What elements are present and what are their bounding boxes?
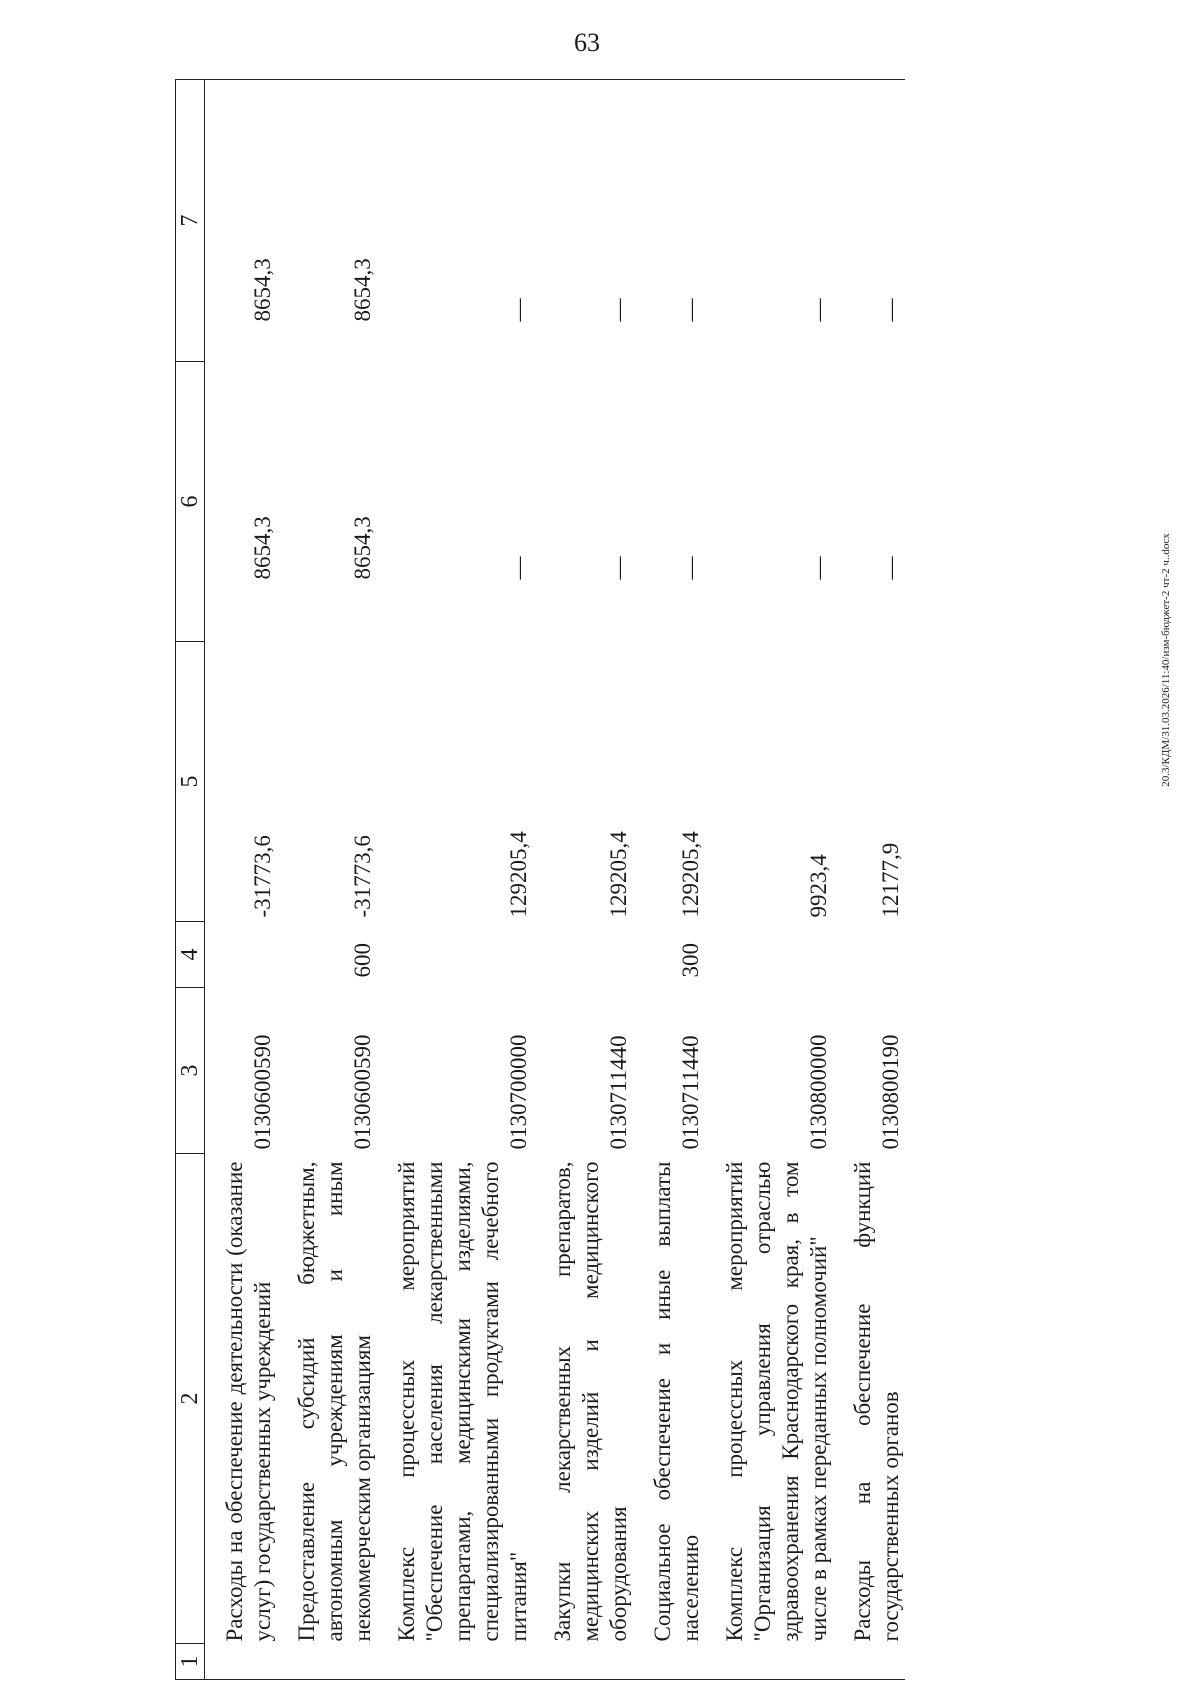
column-header: 6: [176, 362, 205, 642]
table-row: [205, 80, 278, 1680]
column-header: 3: [176, 988, 205, 1154]
row-amount-3: 8654,3: [277, 80, 377, 362]
row-number: [205, 1644, 278, 1680]
row-description: Комплекс процессных мероприятий "Организация управления отраслью здравоохранения Краснодарского края, в том числе в рамках переданных полномочий": [722, 1161, 831, 1642]
table-row: [633, 80, 705, 1680]
row-number: [377, 1644, 533, 1680]
row-amount: -31773,6: [250, 835, 275, 918]
row-description: Социальное обеспечение и иные выплаты населению: [650, 1161, 703, 1642]
row-number: [633, 1644, 705, 1680]
row-amount-2: —: [806, 556, 831, 580]
row-description: Комплекс процессных мероприятий "Обеспечение населения лекарственными препаратами, медицинскими изделиями, специализированными продуктами лечебного питания": [394, 1161, 531, 1642]
table-row: [377, 80, 533, 1680]
row-type: [705, 922, 833, 988]
budget-table: [175, 80, 1025, 1680]
row-amount-2: 8654,3: [250, 516, 275, 580]
row-amount: 129205,4: [506, 831, 531, 918]
row-type: [833, 922, 905, 988]
row-amount-3: —: [377, 80, 533, 362]
row-amount-3: —: [705, 80, 833, 362]
row-type: 600: [350, 943, 375, 978]
row-description: Закупки лекарственных препаратов, медицинских изделий и медицинского оборудования: [550, 1161, 631, 1642]
row-code: 0130711440: [678, 1035, 703, 1150]
page-number: 63: [574, 28, 600, 57]
row-number: [277, 1644, 377, 1680]
row-amount-2: —: [678, 556, 703, 580]
document-footer-path: 20.3/КДМ/31.03.2026/11:40/изм-бюджет-2 чт-2 ч..docx: [1160, 533, 1172, 787]
row-amount: -31773,6: [350, 835, 375, 918]
row-code: 0130600590: [350, 1034, 375, 1150]
row-code: 0130700000: [506, 1034, 531, 1150]
row-amount-2: —: [606, 556, 631, 580]
row-code: 0130600590: [250, 1034, 275, 1150]
row-type: 300: [678, 943, 703, 978]
row-amount: 12177,9: [878, 842, 903, 918]
row-type: [377, 922, 533, 988]
row-amount-3: —: [633, 80, 705, 362]
column-header: 1: [176, 1644, 205, 1680]
row-amount-3: —: [533, 80, 633, 362]
column-header: 5: [176, 642, 205, 922]
column-header: 7: [176, 80, 205, 362]
table-row: [705, 80, 833, 1680]
row-code: 0130800190: [878, 1034, 903, 1150]
header-row: [176, 80, 205, 1680]
row-type: [205, 922, 278, 988]
row-amount-3: 8654,3: [205, 80, 278, 362]
budget-table-grid: [175, 79, 905, 1680]
column-header: 2: [176, 1154, 205, 1644]
row-amount-2: 8654,3: [350, 516, 375, 580]
column-header: 4: [176, 922, 205, 988]
table-row: [533, 80, 633, 1680]
row-amount: 129205,4: [678, 831, 703, 918]
row-amount-2: —: [506, 556, 531, 580]
row-description: Предоставление субсидий бюджетным, автономным учреждениям и иным некоммерческим организациям: [294, 1161, 375, 1642]
table-row: [277, 80, 377, 1680]
row-amount-3: —: [833, 80, 905, 362]
row-number: [705, 1644, 833, 1680]
row-number: [833, 1644, 905, 1680]
row-type: [533, 922, 633, 988]
row-description: Расходы на обеспечение функций государственных органов: [850, 1161, 903, 1642]
row-code: 0130800000: [806, 1034, 831, 1150]
row-code: 0130711440: [606, 1035, 631, 1150]
row-amount: 9923,4: [806, 854, 831, 918]
row-number: [533, 1644, 633, 1680]
table-row: [833, 80, 905, 1680]
row-description: Расходы на обеспечение деятельности (оказание услуг) государственных учреждений: [222, 1161, 275, 1642]
row-amount-2: —: [878, 556, 903, 580]
row-amount: 129205,4: [606, 831, 631, 918]
